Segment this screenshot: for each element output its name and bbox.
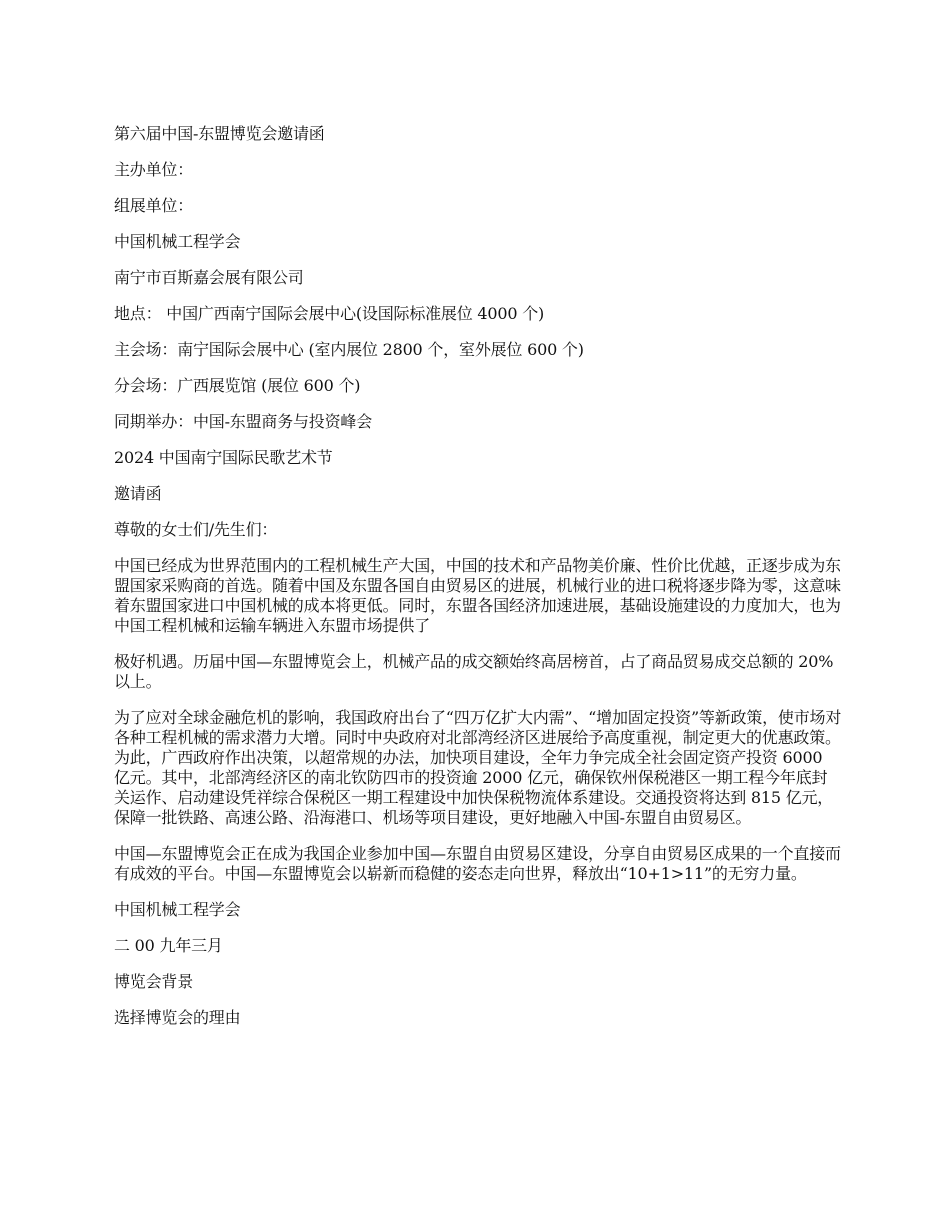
concurrent-event-line: 同期举办：中国-东盟商务与投资峰会 bbox=[114, 412, 373, 431]
document-page bbox=[114, 124, 842, 1044]
date-line: 二 00 九年三月 bbox=[114, 936, 223, 955]
body-paragraph: 极好机遇。历届中国—东盟博览会上，机械产品的成交额始终高居榜首，占了商品贸易成交总额的 20%以上。 bbox=[114, 652, 834, 691]
organizer-label: 主办单位： bbox=[114, 160, 194, 179]
body-paragraph: 为了应对全球金融危机的影响，我国政府出台了“四万亿扩大内需”、“增加固定投资”等新政策，使市场对各种工程机械的需求潜力大增。同时中央政府对北部湾经济区进展给予高度重视，制定更大的优惠政策。为此，广西政府作出决策，以超常规的办法，加快项目建设，全年力争完成全社会固定资产投资 6000 亿元。其中，北部湾经济区的南北钦防四市的投资逾 2000 亿元，确保钦州保税港区一期工程今年底封关运作、启动建设凭祥综合保税区一期工程建设中加快保税物流体系建设。交通投资将达到 815 亿元，保障一批铁路、高速公路、沿海港口、机场等项目建设，更好地融入中国-东盟自由贸易区。 bbox=[114, 708, 842, 827]
festival-line: 2024 中国南宁国际民歌艺术节 bbox=[114, 448, 333, 467]
sub-venue-line: 分会场：广西展览馆 (展位 600 个) bbox=[114, 376, 361, 395]
main-venue-line: 主会场：南宁国际会展中心 (室内展位 2800 个，室外展位 600 个) bbox=[114, 340, 584, 359]
signature: 中国机械工程学会 bbox=[114, 900, 241, 919]
location-line: 地点： 中国广西南宁国际会展中心(设国际标准展位 4000 个) bbox=[114, 304, 545, 323]
section-heading: 博览会背景 bbox=[114, 972, 194, 991]
organization-name: 南宁市百斯嘉会展有限公司 bbox=[114, 268, 304, 287]
body-paragraph: 中国已经成为世界范围内的工程机械生产大国，中国的技术和产品物美价廉、性价比优越，正逐步成为东盟国家采购商的首选。随着中国及东盟各国自由贸易区的进展，机械行业的进口税将逐步降为零，这意味着东盟国家进口中国机械的成本将更低。同时，东盟各国经济加速进展，基础设施建设的力度加大，也为中国工程机械和运输车辆进入东盟市场提供了 bbox=[114, 556, 841, 635]
section-heading: 选择博览会的理由 bbox=[114, 1008, 241, 1027]
coorganizer-label: 组展单位： bbox=[114, 196, 194, 215]
document-title: 第六届中国-东盟博览会邀请函 bbox=[114, 124, 325, 143]
salutation: 尊敬的女士们/先生们： bbox=[114, 520, 278, 539]
body-paragraph: 中国—东盟博览会正在成为我国企业参加中国—东盟自由贸易区建设，分享自由贸易区成果的一个直接而有成效的平台。中国—东盟博览会以崭新而稳健的姿态走向世界，释放出“10+1>11”的无穷力量。 bbox=[114, 844, 841, 883]
invitation-heading: 邀请函 bbox=[114, 484, 162, 503]
organization-name: 中国机械工程学会 bbox=[114, 232, 241, 251]
